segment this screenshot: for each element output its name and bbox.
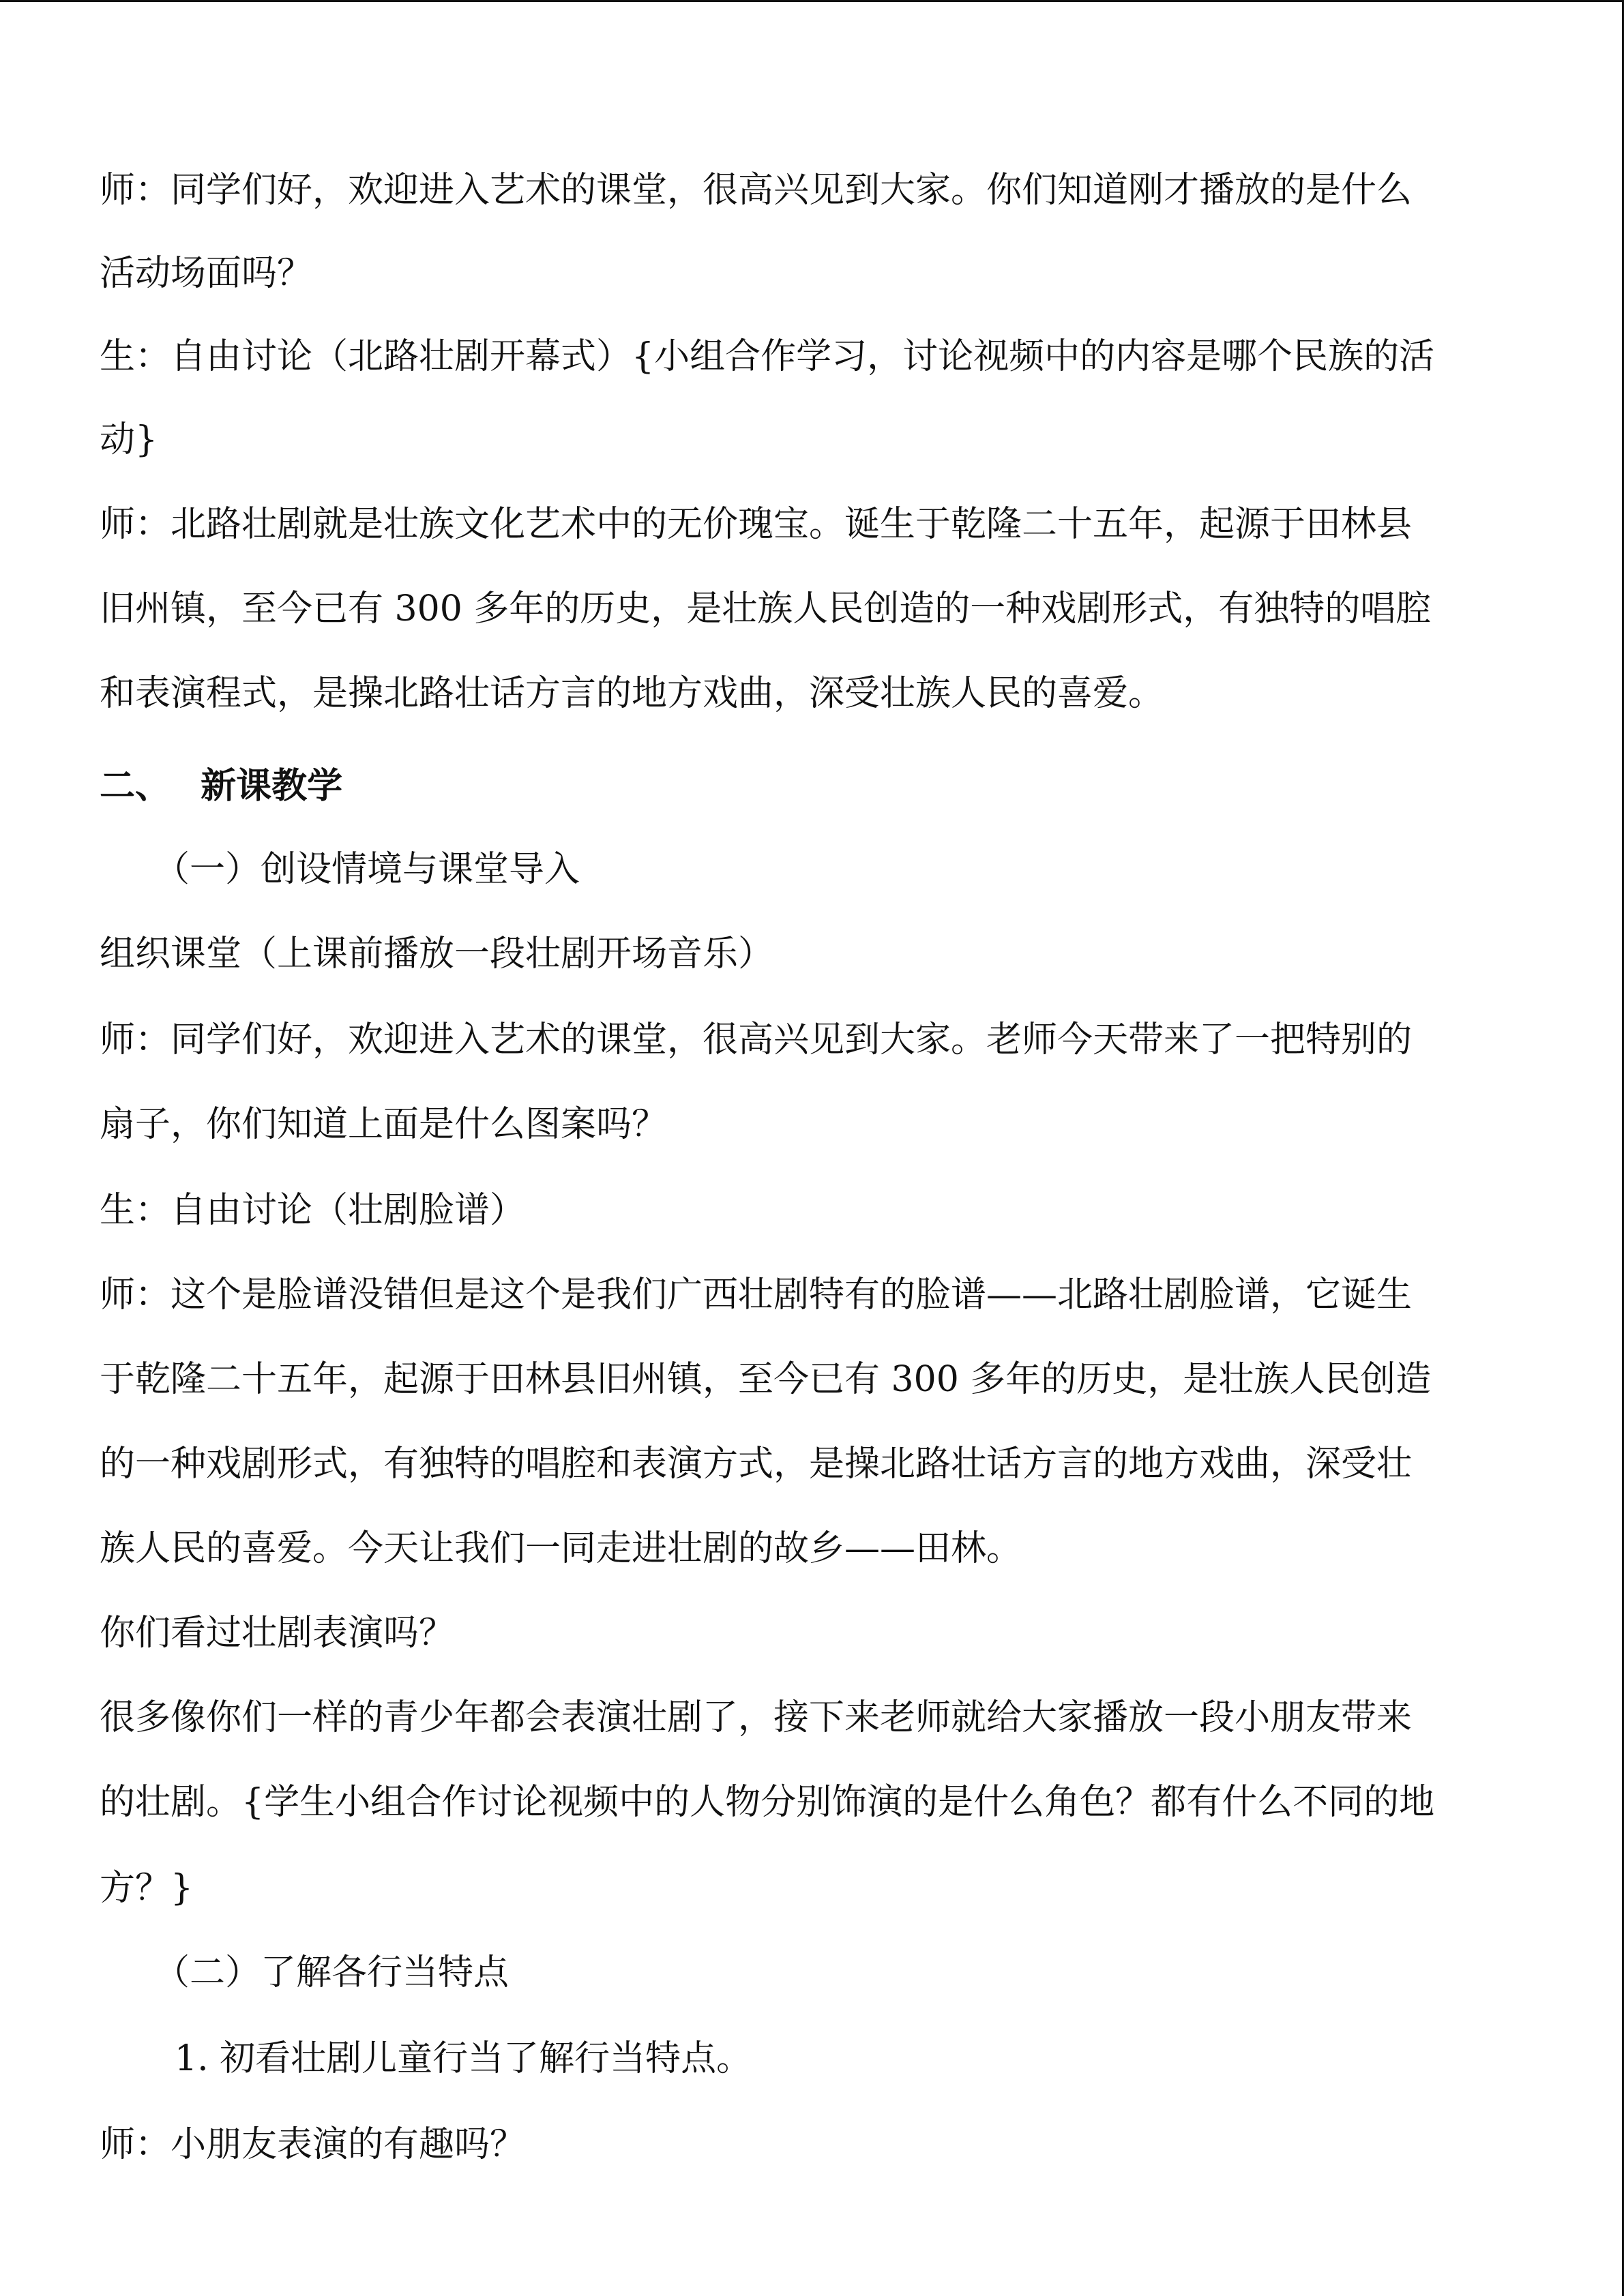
paragraph-line: 师：北路壮剧就是壮族文化艺术中的无价瑰宝。诞生于乾隆二十五年，起源于田林县 — [100, 504, 1413, 545]
paragraph-line: 方？} — [100, 1868, 194, 1909]
paragraph-line: 很多像你们一样的青少年都会表演壮剧了，接下来老师就给大家播放一段小朋友带来 — [100, 1697, 1413, 1738]
paragraph-line: 师：同学们好，欢迎进入艺术的课堂，很高兴见到大家。老师今天带来了一把特别的 — [100, 1019, 1413, 1060]
paragraph-line: 和表演程式，是操北路壮话方言的地方戏曲，深受壮族人民的喜爱。 — [100, 673, 1164, 714]
paragraph-line: 活动场面吗？ — [100, 253, 313, 294]
paragraph-line: 师：小朋友表演的有趣吗？ — [100, 2124, 526, 2165]
paragraph-line: 生：自由讨论（壮剧脸谱） — [100, 1190, 526, 1231]
paragraph-line: 师：这个是脸谱没错但是这个是我们广西壮剧特有的脸谱——北路壮剧脸谱，它诞生 — [100, 1274, 1413, 1315]
paragraph-line: 的壮剧。{学生小组合作讨论视频中的人物分别饰演的是什么角色？都有什么不同的地 — [100, 1782, 1435, 1823]
paragraph-line: 师：同学们好，欢迎进入艺术的课堂，很高兴见到大家。你们知道刚才播放的是什么 — [100, 170, 1413, 211]
paragraph-line: 于乾隆二十五年，起源于田林县旧州镇，至今已有 300 多年的历史，是壮族人民创造 — [100, 1359, 1432, 1400]
paragraph-line: 生：自由讨论（北路壮剧开幕式）{小组合作学习，讨论视频中的内容是哪个民族的活 — [100, 336, 1435, 377]
paragraph-line: 组织课堂（上课前播放一段壮剧开场音乐） — [100, 934, 774, 974]
paragraph-line: 动} — [100, 419, 158, 460]
section-heading: 二、 新课教学 — [100, 765, 343, 807]
numbered-item: 1. 初看壮剧儿童行当了解行当特点。 — [175, 2038, 752, 2079]
paragraph-line: 的一种戏剧形式，有独特的唱腔和表演方式，是操北路壮话方言的地方戏曲，深受壮 — [100, 1444, 1413, 1485]
paragraph-line: 你们看过壮剧表演吗？ — [100, 1613, 455, 1654]
subsection-heading: （二）了解各行当特点 — [154, 1952, 510, 1993]
subsection-heading: （一）创设情境与课堂导入 — [154, 849, 580, 890]
paragraph-line: 族人民的喜爱。今天让我们一同走进壮剧的故乡——田林。 — [100, 1528, 1022, 1569]
paragraph-line: 扇子，你们知道上面是什么图案吗？ — [100, 1104, 668, 1145]
paragraph-line: 旧州镇，至今已有 300 多年的历史，是壮族人民创造的一种戏剧形式，有独特的唱腔 — [100, 588, 1432, 629]
